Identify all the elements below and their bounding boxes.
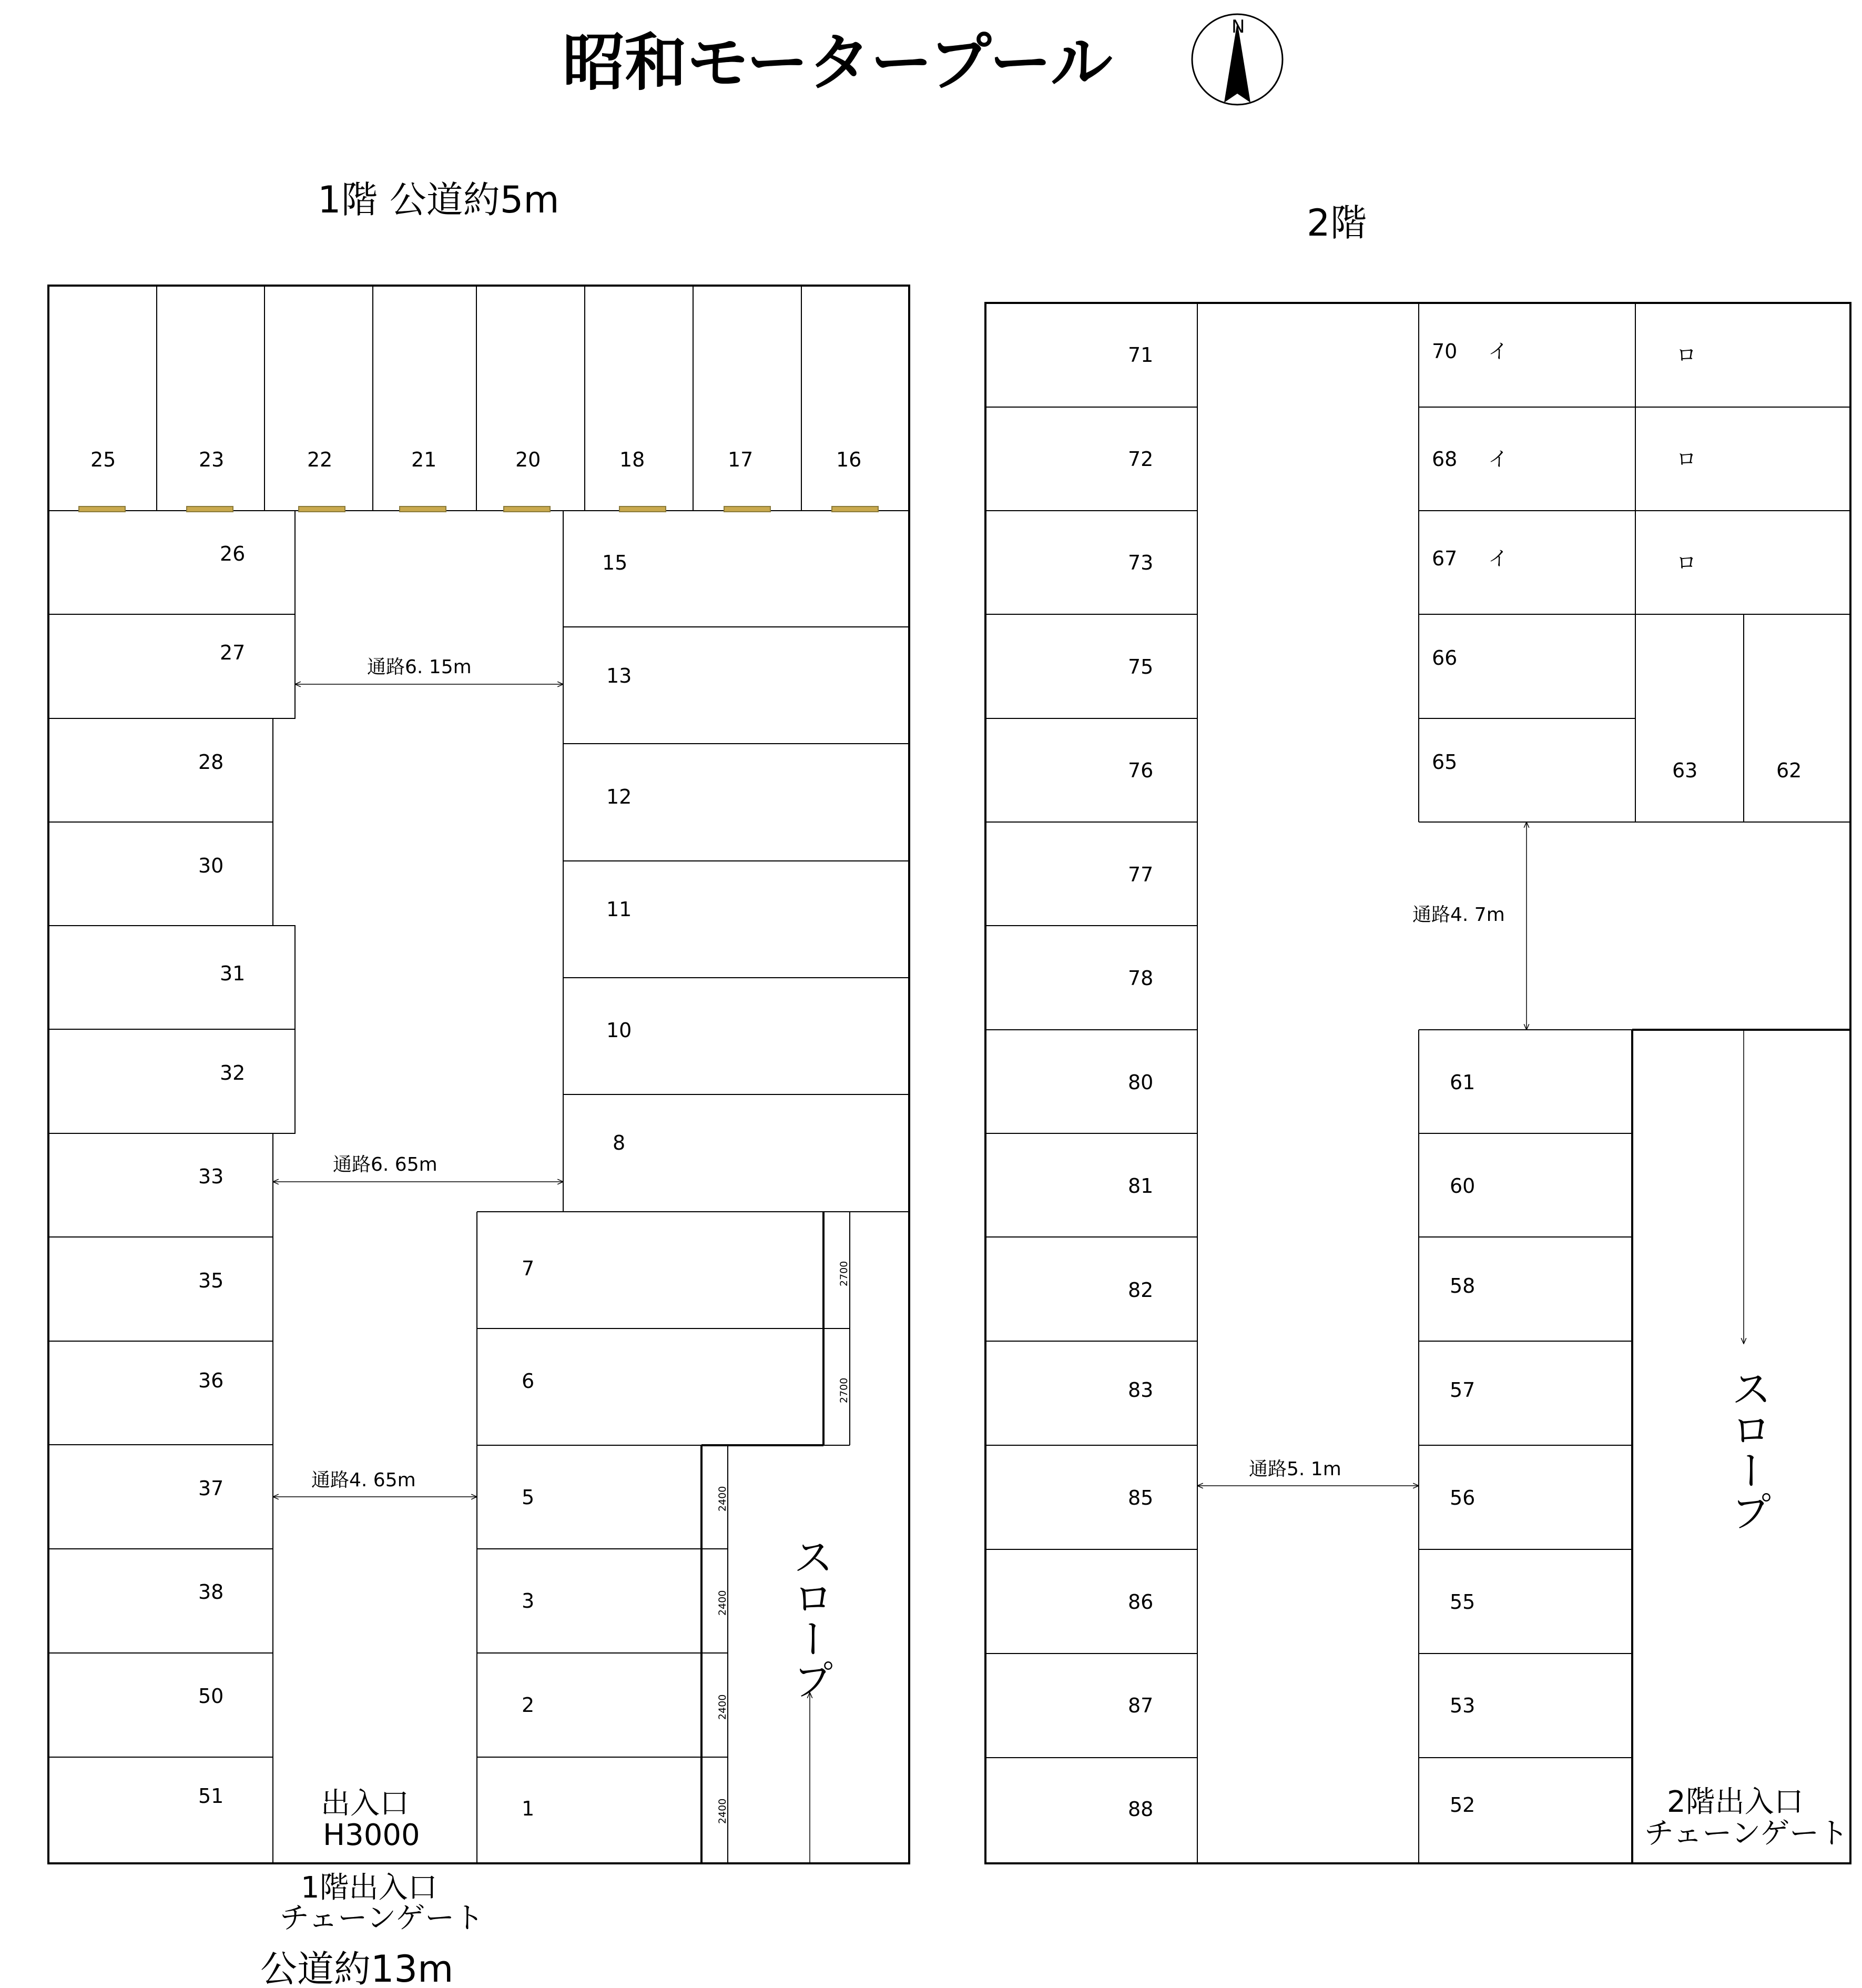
space-31: 31: [220, 962, 246, 985]
space-85: 85: [1128, 1486, 1154, 1509]
floor1-entrance-height: H3000: [323, 1818, 420, 1852]
space-51: 51: [198, 1784, 224, 1808]
space-15: 15: [602, 551, 628, 574]
space-82: 82: [1128, 1279, 1154, 1302]
floor1-aisles: [273, 656, 563, 1497]
space-28: 28: [198, 750, 224, 774]
floor2-upper-right-numbers: [1432, 340, 1802, 782]
space-23: 23: [199, 448, 225, 471]
space-67-right: ロ: [1676, 551, 1697, 574]
space-16: 16: [836, 448, 862, 471]
space-70-sub: イ: [1488, 340, 1509, 363]
space-32: 32: [220, 1061, 246, 1084]
aisle-47: 通路4. 7m: [1412, 904, 1505, 926]
space-5: 5: [522, 1486, 535, 1509]
space-88: 88: [1128, 1798, 1154, 1821]
space-58: 58: [1450, 1274, 1476, 1297]
space-3: 3: [522, 1589, 535, 1612]
floor1-gate-line2: チェーンゲート: [280, 1901, 484, 1935]
space-6: 6: [522, 1370, 535, 1393]
space-67-sub: イ: [1488, 547, 1509, 570]
floor1-entrance-label: 出入口: [321, 1787, 409, 1821]
aisle-51: 通路5. 1m: [1249, 1458, 1341, 1480]
space-65: 65: [1432, 750, 1458, 774]
space-33: 33: [198, 1165, 224, 1188]
space-50: 50: [198, 1685, 224, 1708]
compass-label: N: [1232, 16, 1245, 37]
space-25: 25: [90, 448, 116, 471]
space-81: 81: [1128, 1174, 1154, 1198]
space-63: 63: [1672, 759, 1698, 782]
space-75: 75: [1128, 655, 1154, 678]
space-56: 56: [1450, 1486, 1476, 1509]
space-66: 66: [1432, 646, 1458, 670]
space-7: 7: [522, 1257, 535, 1280]
floor1-heading: 1階 公道約5m: [318, 178, 559, 221]
space-71: 71: [1128, 343, 1154, 367]
space-10: 10: [606, 1019, 632, 1042]
space-60: 60: [1450, 1174, 1476, 1198]
space-30: 30: [198, 854, 224, 877]
space-20: 20: [515, 448, 541, 471]
north-arrow-icon: [1192, 14, 1283, 105]
space-76: 76: [1128, 759, 1154, 782]
space-87: 87: [1128, 1694, 1154, 1717]
floor2-gate-line2: チェーンゲート: [1644, 1817, 1849, 1851]
space-78: 78: [1128, 967, 1154, 990]
floor2-right-column-numbers: [1450, 1071, 1475, 1817]
dim-2400-d: 2400: [717, 1798, 728, 1824]
dim-2400-c: 2400: [717, 1694, 728, 1720]
aisle-665: 通路6. 65m: [333, 1154, 437, 1175]
aisle-615: 通路6. 15m: [367, 656, 472, 678]
space-22: 22: [307, 448, 333, 471]
floor2-gate-line1: 2階出入口: [1667, 1785, 1804, 1819]
space-37: 37: [198, 1477, 224, 1500]
space-26: 26: [220, 542, 246, 565]
space-13: 13: [606, 664, 632, 687]
space-18: 18: [619, 448, 645, 471]
aisle-465: 通路4. 65m: [311, 1469, 416, 1491]
floor2-heading: 2階: [1307, 201, 1367, 245]
space-52: 52: [1450, 1793, 1476, 1817]
floor1-slope-label: スロープ: [786, 1536, 833, 1700]
space-35: 35: [198, 1269, 224, 1292]
floor1-plan: [48, 286, 909, 1863]
floor2-plan: [985, 303, 1850, 1863]
floor1-right-block-numbers: [522, 551, 632, 1820]
space-68-sub: イ: [1488, 448, 1509, 471]
space-61: 61: [1450, 1071, 1476, 1094]
space-57: 57: [1450, 1378, 1476, 1402]
space-62: 62: [1776, 759, 1802, 782]
space-38: 38: [198, 1580, 224, 1604]
space-70: 70: [1432, 340, 1458, 363]
floor2-aisles: [1197, 822, 1527, 1486]
floor2-left-column-numbers: [1128, 343, 1153, 1821]
dim-2400-a: 2400: [717, 1486, 728, 1512]
space-55: 55: [1450, 1590, 1476, 1614]
space-70-right: ロ: [1676, 343, 1697, 367]
space-53: 53: [1450, 1694, 1476, 1717]
floor1-left-column-numbers: [198, 542, 245, 1808]
space-8: 8: [613, 1131, 626, 1154]
space-83: 83: [1128, 1378, 1154, 1402]
space-12: 12: [606, 785, 632, 808]
space-86: 86: [1128, 1590, 1154, 1614]
space-36: 36: [198, 1369, 224, 1392]
space-67: 67: [1432, 547, 1458, 570]
space-17: 17: [728, 448, 754, 471]
dim-2700-a: 2700: [838, 1261, 850, 1286]
space-73: 73: [1128, 551, 1154, 574]
space-1: 1: [522, 1797, 535, 1820]
floor1-gate-line1: 1階出入口: [301, 1871, 437, 1905]
space-68: 68: [1432, 448, 1458, 471]
space-2: 2: [522, 1693, 535, 1717]
dim-2400-b: 2400: [717, 1590, 728, 1616]
dim-2700-b: 2700: [838, 1377, 850, 1403]
space-80: 80: [1128, 1071, 1154, 1094]
page-title: 昭和モータープール: [563, 26, 1113, 99]
space-72: 72: [1128, 448, 1154, 471]
space-68-right: ロ: [1676, 448, 1697, 471]
floor2-slope-label: スロープ: [1724, 1367, 1772, 1531]
space-77: 77: [1128, 863, 1154, 886]
floor1-bottom-road: 公道約13m: [260, 1948, 454, 1988]
space-11: 11: [606, 898, 632, 921]
space-21: 21: [411, 448, 437, 471]
space-27: 27: [220, 641, 246, 664]
